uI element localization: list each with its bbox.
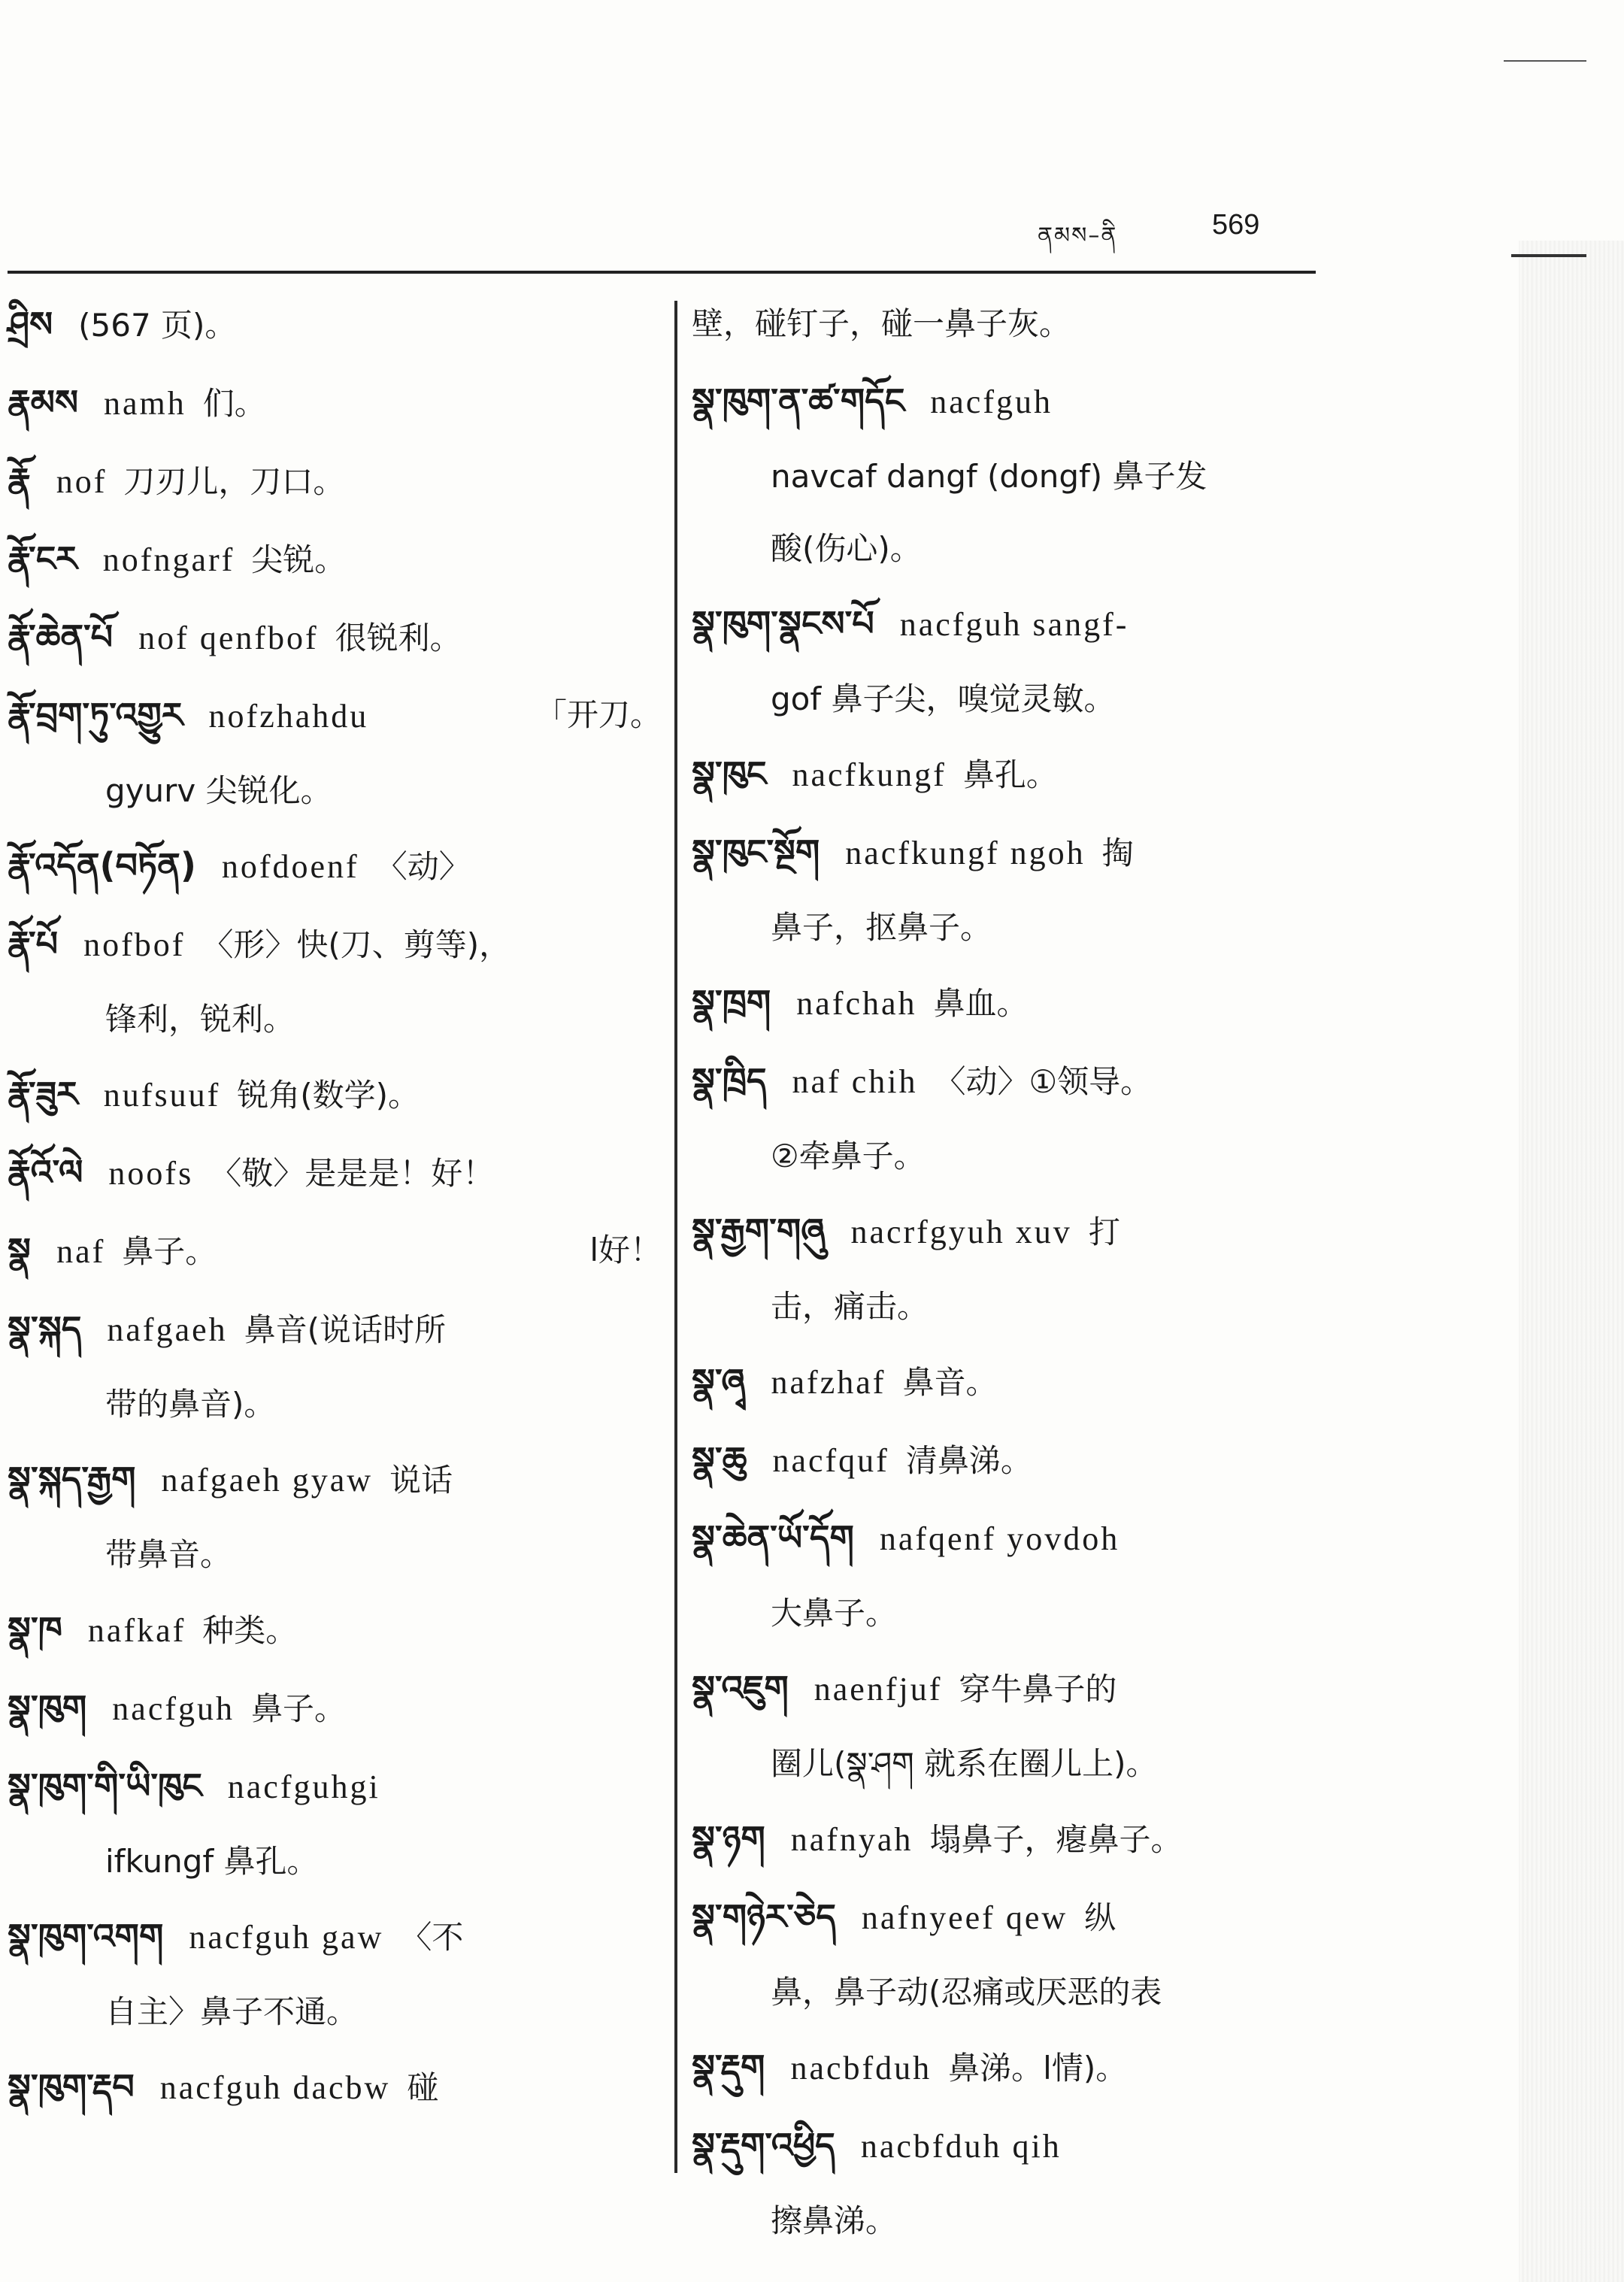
definition: 鼻音(说话时所 <box>244 1311 447 1348</box>
romanization: nofdoenf <box>221 848 359 885</box>
headword-tibetan: སྣ་ཁུང་སྔོག <box>692 832 820 872</box>
headword-tibetan: སྣ་ཞྭ <box>692 1361 746 1402</box>
headword-tibetan: སྣ་ཆེན་ཡོ་དོག <box>692 1517 854 1558</box>
definition-continued: 带的鼻音)。 <box>105 1386 276 1423</box>
headword-tibetan: ཤྲིས <box>8 304 53 344</box>
definition: 尖锐。 <box>251 541 347 578</box>
headword-tibetan: སྣ་ཁུག <box>8 1687 87 1728</box>
romanization: nufsuuf <box>103 1077 221 1114</box>
definition-continued: 酸(伤心)。 <box>771 530 922 567</box>
dictionary-entry <box>8 1898 669 2048</box>
headword-tibetan: སྣ་ཉག <box>692 1818 765 1859</box>
definition-continued: navcaf dangf (dongf) 鼻子发 <box>771 458 1207 495</box>
dictionary-entry <box>8 1669 669 1747</box>
headword-tibetan: སྣ <box>8 1230 32 1271</box>
definition-continued: 大鼻子。 <box>771 1595 898 1632</box>
headword-tibetan: རྣོ་ཆེན་པོ <box>8 617 114 657</box>
definition: 鼻子。 <box>122 1233 217 1270</box>
definition: 〈动〉 <box>375 848 471 885</box>
left-column <box>8 286 669 2126</box>
definition: 〈不 <box>400 1919 464 1956</box>
dictionary-entry <box>8 827 669 905</box>
headword-tibetan: རྣོའོ་ལེ <box>8 1152 83 1193</box>
definition: 纵 <box>1084 1899 1116 1936</box>
running-head: ནམས–ནི <box>1038 223 1118 249</box>
dictionary-entry <box>692 286 1368 362</box>
dictionary-entry <box>692 362 1368 585</box>
headword-tibetan: རྣོ་ངར <box>8 538 77 579</box>
scan-edge-shadow <box>1519 241 1624 2282</box>
romanization: nafkaf <box>87 1612 186 1649</box>
headword-tibetan: སྣ་ཁྲག <box>692 982 771 1023</box>
dictionary-entry <box>692 585 1368 735</box>
romanization: nafgaeh <box>107 1311 228 1348</box>
romanization: nacfguh dacbw <box>159 2069 391 2106</box>
definition-continued: 鼻，鼻子动(忍痛或厌恶的表 <box>771 1974 1162 2011</box>
dictionary-entry <box>692 964 1368 1042</box>
dictionary-entry <box>692 1878 1368 2029</box>
definition: 鼻涕。l情)。 <box>948 2050 1128 2087</box>
romanization: nafnyah <box>790 1821 914 1858</box>
definition: 鼻音。 <box>902 1364 998 1401</box>
romanization: nafqenf yovdoh <box>879 1520 1120 1557</box>
definition: 种类。 <box>202 1612 298 1649</box>
romanization: nacfguh <box>930 383 1053 420</box>
romanization: namh <box>104 385 186 422</box>
dictionary-entry <box>8 1591 669 1669</box>
headword-tibetan: སྣ་ཁྲིད <box>692 1060 767 1101</box>
definition: 打 <box>1088 1214 1120 1250</box>
headword-tibetan: སྣ་ཁུག་འགག <box>8 1916 164 1956</box>
romanization: nofbof <box>83 926 186 963</box>
definition: (567 页)。 <box>78 307 237 344</box>
definition: 〈敬〉是是是！好！ <box>210 1155 495 1192</box>
scan-edge-mark <box>1511 254 1586 257</box>
dictionary-entry <box>692 1650 1368 1800</box>
headword-tibetan: སྣ་གཉེར་ཅེད <box>692 1896 836 1937</box>
romanization: nacfguh <box>112 1690 235 1727</box>
headword-tibetan: སྣ་ཁ <box>8 1609 62 1650</box>
dictionary-entry <box>8 677 669 827</box>
definition-continued: 带鼻音。 <box>105 1536 232 1573</box>
headword-tibetan: རྣོ་ཟུར <box>8 1074 78 1114</box>
continuation-fragment: 「开刀。 <box>535 696 662 733</box>
definition-continued: 鼻子，抠鼻子。 <box>771 909 992 946</box>
romanization: naf chih <box>792 1063 918 1100</box>
definition: 们。 <box>202 385 266 422</box>
continuation-fragment: l好！ <box>589 1232 662 1268</box>
dictionary-entry <box>8 364 669 442</box>
dictionary-entry <box>8 1441 669 1591</box>
definition: 穿牛鼻子的 <box>959 1671 1117 1708</box>
dictionary-entry <box>8 1134 669 1212</box>
definition: 锐角(数学)。 <box>237 1077 420 1114</box>
definition: 壁，碰钉子，碰一鼻子灰。 <box>692 305 1071 342</box>
headword-tibetan: སྣ་ཁུག་རྡབ <box>8 2066 135 2107</box>
headword-tibetan: རྣོ་འདོན(བཏོན) <box>8 845 196 886</box>
definition: 碰 <box>407 2069 439 2106</box>
headword-tibetan: སྣ་རྡུག <box>692 2047 765 2087</box>
definition: 鼻血。 <box>933 985 1029 1022</box>
romanization: nafchah <box>796 985 917 1022</box>
romanization: nafgaeh gyaw <box>161 1462 374 1499</box>
definition-continued: gyurv 尖锐化。 <box>105 772 332 809</box>
headword-tibetan: སྣ་རྒྱག་གཞུ <box>692 1211 826 1251</box>
romanization: nafnyeef qew <box>861 1899 1068 1936</box>
definition: 刀刃儿，刀口。 <box>123 463 345 500</box>
dictionary-entry <box>692 2107 1368 2257</box>
right-column <box>692 286 1368 2257</box>
definition: 〈动〉①领导。 <box>934 1063 1153 1100</box>
romanization: nacfquf <box>772 1442 889 1479</box>
dictionary-entry <box>8 1056 669 1134</box>
page-number: 569 <box>1212 209 1260 241</box>
romanization: nacfkungf ngoh <box>845 835 1086 871</box>
dictionary-entry <box>692 1499 1368 1650</box>
definition: 说话 <box>389 1462 453 1499</box>
definition-continued: ifkungf 鼻孔。 <box>105 1843 319 1880</box>
romanization: nacfguhgi <box>227 1768 380 1805</box>
dictionary-entry <box>692 1042 1368 1193</box>
romanization: nacfkungf <box>792 756 947 793</box>
romanization: nofngarf <box>102 541 235 578</box>
romanization: nacbfduh qih <box>860 2128 1062 2165</box>
romanization: nafzhaf <box>771 1364 886 1401</box>
definition: 很锐利。 <box>335 620 462 656</box>
definition-continued: 锋利，锐利。 <box>105 1001 295 1038</box>
definition-continued: gof 鼻子尖，嗅觉灵敏。 <box>771 680 1116 717</box>
romanization: noofs <box>108 1155 194 1192</box>
headword-tibetan: སྣ་ཆུ <box>692 1439 747 1480</box>
dictionary-entry <box>8 520 669 599</box>
dictionary-entry <box>692 1193 1368 1343</box>
headword-tibetan: སྣ་འཇུག <box>692 1668 789 1708</box>
column-divider <box>674 301 677 2173</box>
romanization: nacfguh sangf- <box>899 606 1129 643</box>
definition-continued: 圈儿(སྣ་ཤག 就系在圈儿上)。 <box>771 1745 1158 1782</box>
definition: 鼻子。 <box>251 1690 347 1727</box>
dictionary-entry <box>692 1343 1368 1421</box>
dictionary-entry <box>8 905 669 1056</box>
definition: 塌鼻子，瘪鼻子。 <box>929 1821 1183 1858</box>
headword-tibetan: སྣ་ཁུག་ན་ཚ་གདོང <box>692 380 905 421</box>
dictionary-entry <box>8 286 669 364</box>
headword-tibetan: རྣམས <box>8 382 79 423</box>
headword-tibetan: སྣ་སྐད་རྒྱག <box>8 1459 136 1499</box>
dictionary-entry <box>8 2048 669 2126</box>
headword-tibetan: སྣ་རྡུག་འཕྱིད <box>692 2125 835 2165</box>
headword-tibetan: སྣ་ཁུག་སྣངས་པོ <box>692 603 874 644</box>
headword-tibetan: རྣོ <box>8 460 31 501</box>
dictionary-entry <box>8 1747 669 1898</box>
headword-tibetan: སྣ་ཁུང <box>692 753 767 794</box>
dictionary-entry <box>692 1421 1368 1499</box>
definition-continued: 击，痛击。 <box>771 1288 929 1325</box>
dictionary-entry <box>692 814 1368 964</box>
headword-tibetan: རྣོ་བྲག་ཏུ་འགྱུར <box>8 695 183 735</box>
romanization: nacbfduh <box>790 2050 932 2087</box>
headword-tibetan: སྣ་ཁུག་གི་ཡི་ཁུང <box>8 1765 202 1806</box>
romanization: nacfguh gaw <box>189 1919 384 1956</box>
dictionary-entry <box>692 735 1368 814</box>
romanization: nofzhahdu <box>208 698 369 735</box>
romanization: nacrfgyuh xuv <box>850 1214 1072 1250</box>
definition: 清鼻涕。 <box>905 1442 1032 1479</box>
romanization: naf <box>56 1233 106 1270</box>
romanization: nof <box>56 463 108 500</box>
dictionary-entry <box>8 599 669 677</box>
headword-tibetan: རྣོ་པོ <box>8 923 59 964</box>
definition-continued: 自主〉鼻子不通。 <box>105 1993 359 2030</box>
romanization: nof qenfbof <box>138 620 319 656</box>
header-rule <box>8 271 1316 274</box>
dictionary-entry <box>692 1800 1368 1878</box>
dictionary-entry <box>8 1290 669 1441</box>
headword-tibetan: སྣ་སྐད <box>8 1308 82 1349</box>
definition: 鼻孔。 <box>962 756 1058 793</box>
romanization: naenfjuf <box>814 1671 943 1708</box>
definition: 〈形〉快(刀、剪等)， <box>201 926 511 963</box>
definition: 掏 <box>1101 835 1134 871</box>
definition-continued: ②牵鼻子。 <box>771 1138 926 1174</box>
dictionary-entry <box>8 442 669 520</box>
dictionary-entry <box>692 2029 1368 2107</box>
dictionary-entry <box>8 1212 669 1290</box>
definition-continued: 擦鼻涕。 <box>771 2202 898 2239</box>
scan-edge-mark <box>1504 60 1586 62</box>
